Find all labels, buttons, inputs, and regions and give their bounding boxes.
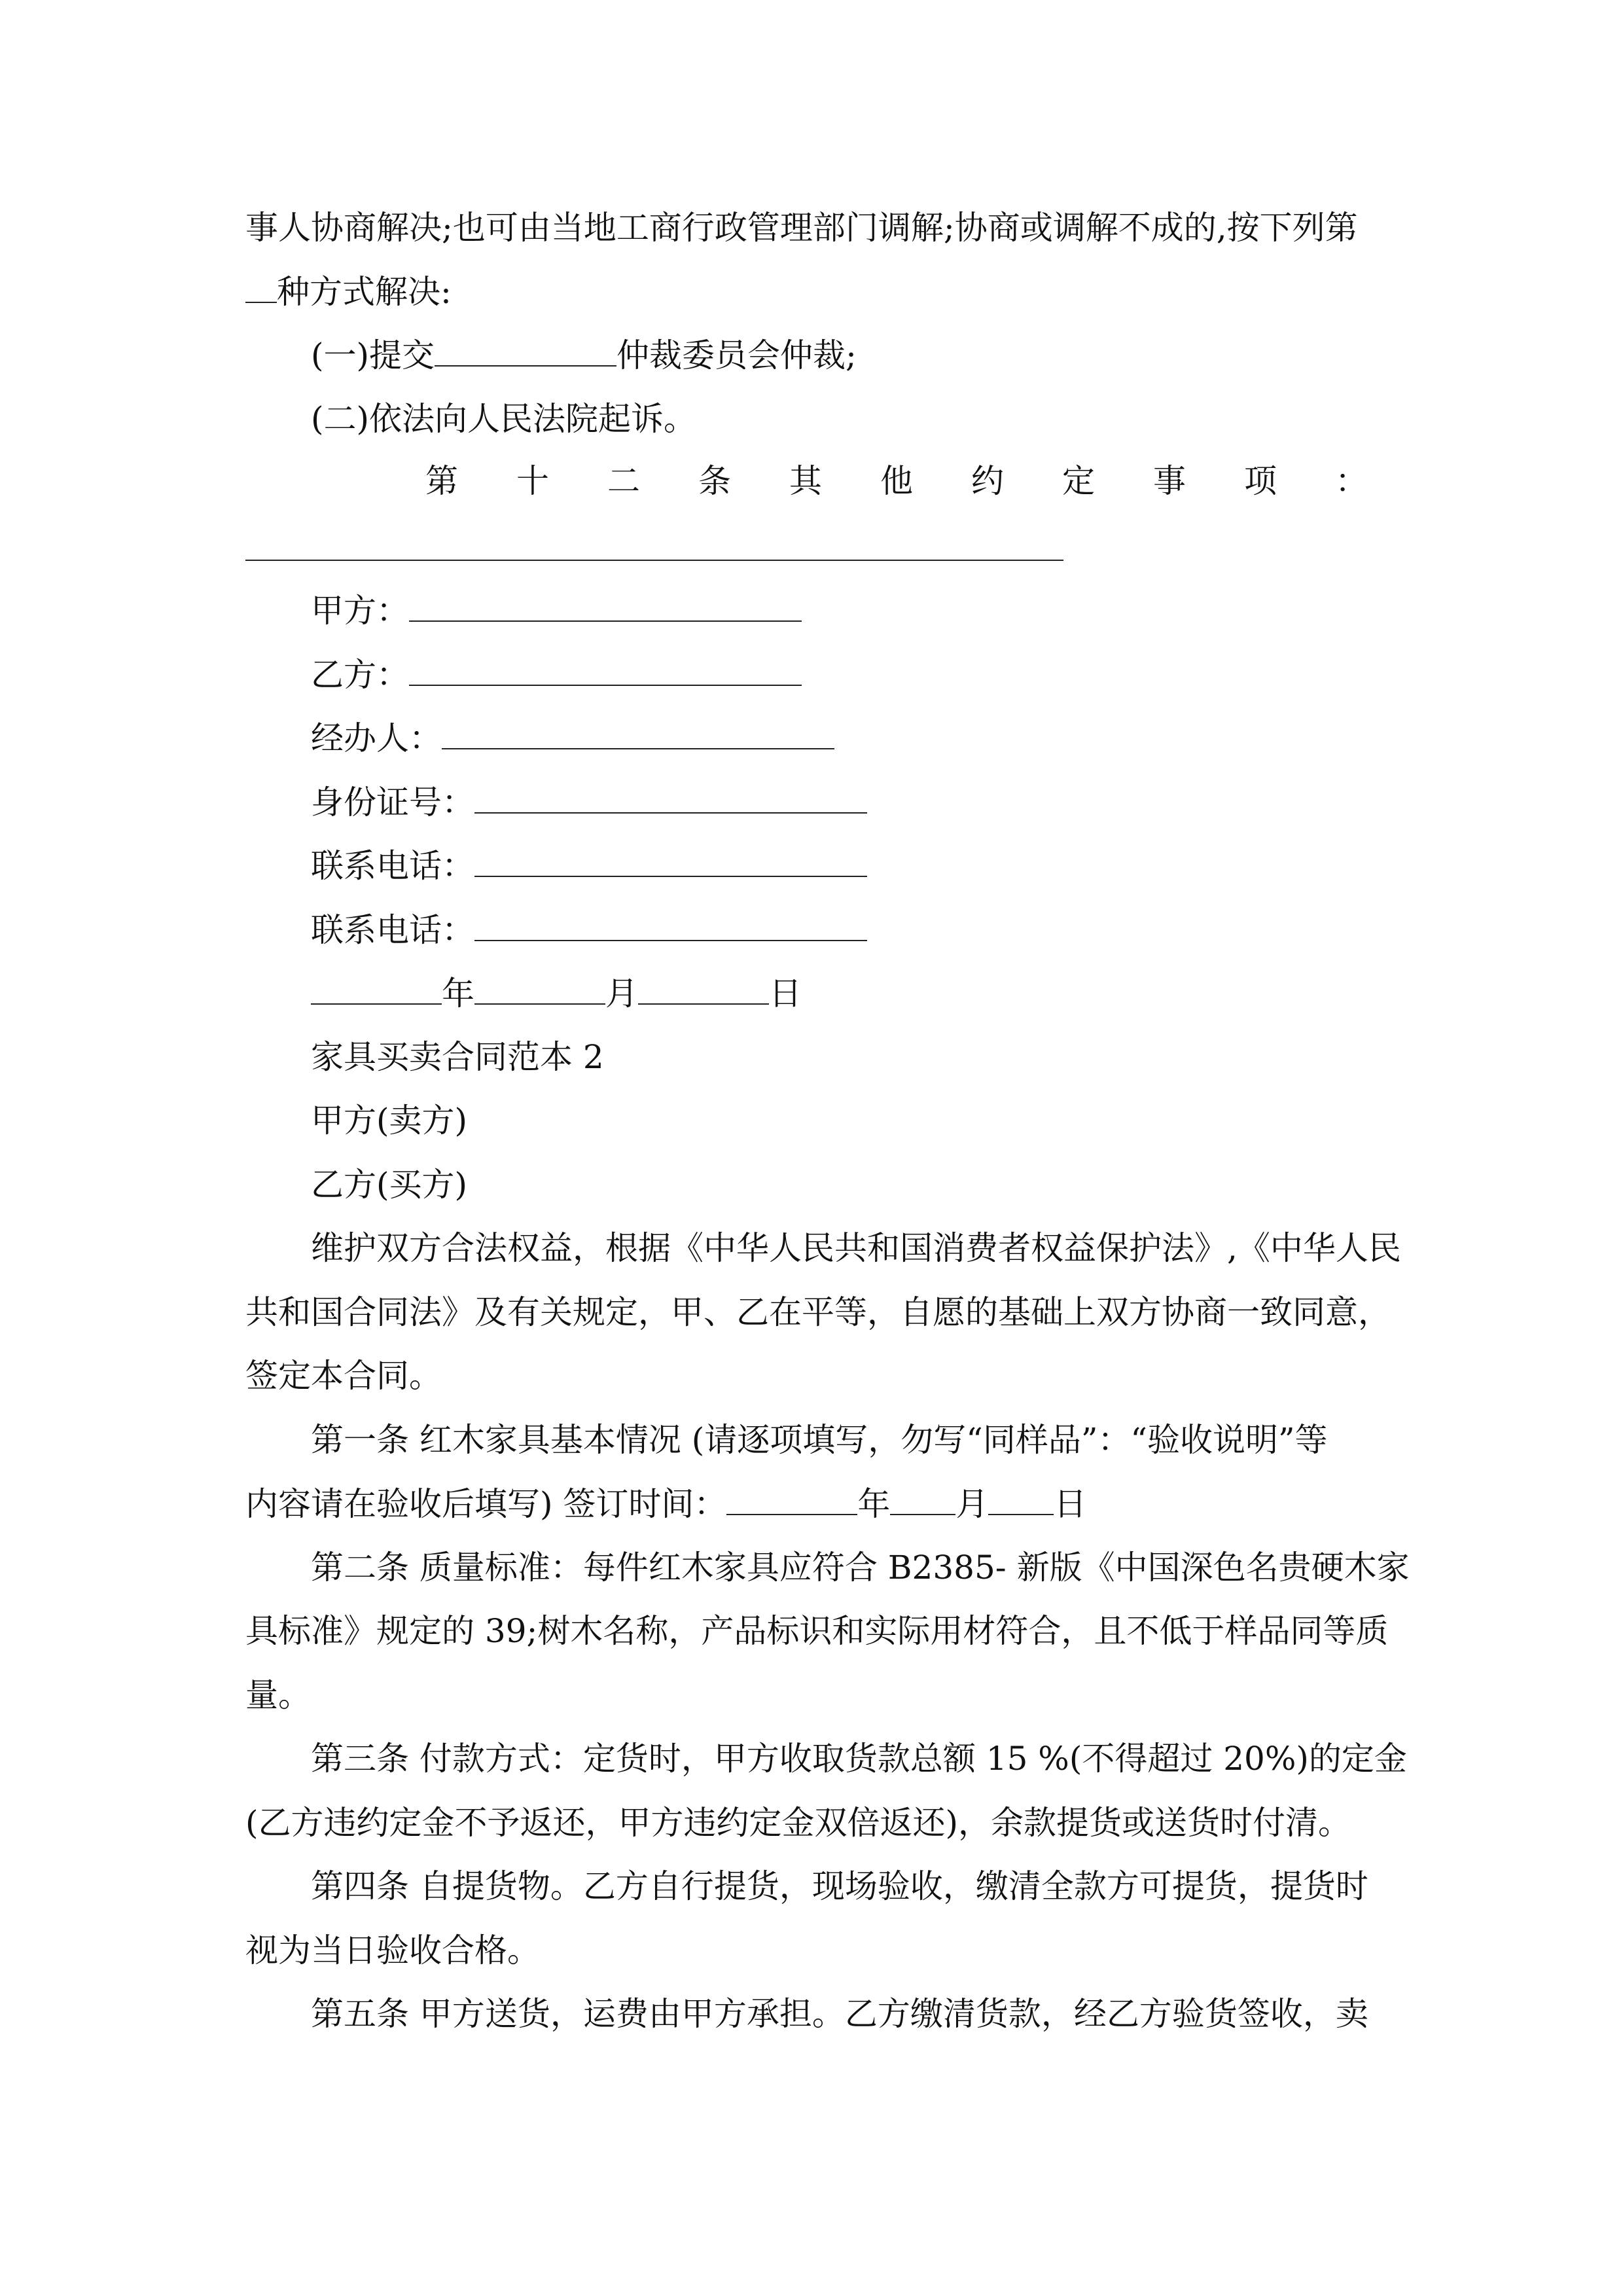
fill-rule	[245, 560, 1063, 561]
text-line: 第三条 付款方式：定货时，甲方收取货款总额 15 %(不得超过 20%)的定金	[311, 1740, 1407, 1778]
field-label: 经办人：	[311, 719, 442, 757]
fill-blank	[988, 1484, 1054, 1515]
text-line: 签定本合同。	[245, 1357, 442, 1395]
text-line: 第一条 红木家具基本情况 (请逐项填写，勿写“同样品”：“验收说明”等	[311, 1421, 1328, 1459]
text-line	[245, 1484, 1086, 1523]
fill-blank	[638, 973, 769, 1005]
fill-blank	[474, 846, 867, 877]
fill-blank	[311, 973, 442, 1005]
signature-date	[311, 973, 802, 1013]
heading-char: 其	[789, 462, 822, 500]
heading-char: ：	[1335, 462, 1368, 500]
heading-char: 约	[971, 462, 1004, 500]
text-line: 第二条 质量标准：每件红木家具应符合 B2385- 新版《中国深色名贵硬木家	[311, 1549, 1410, 1587]
text-line: (二)依法向人民法院起诉。	[311, 400, 697, 438]
signature-phone-2	[311, 910, 867, 949]
heading-char: 事	[1153, 462, 1186, 500]
article-12-heading	[425, 461, 1368, 501]
heading-char: 项	[1244, 462, 1277, 500]
text-line: 具标准》规定的 39;树木名称，产品标识和实际用材符合，且不低于样品同等质	[245, 1612, 1389, 1650]
signature-id-number	[311, 782, 867, 821]
heading-char: 定	[1062, 462, 1095, 500]
text-span: 仲裁委员会仲裁;	[616, 336, 857, 374]
contract-title: 家具买卖合同范本 2	[311, 1038, 604, 1076]
heading-char: 二	[607, 462, 640, 500]
fill-blank	[435, 335, 616, 367]
signature-handler	[311, 718, 834, 757]
text-line: 第四条 自提货物。乙方自行提货，现场验收，缴清全款方可提货，提货时	[311, 1867, 1368, 1905]
text-span: 内容请在验收后填写) 签订时间：	[245, 1485, 727, 1523]
fill-blank	[726, 1484, 857, 1515]
field-label: 甲方：	[311, 592, 409, 630]
text-line: 维护双方合法权益，根据《中华人民共和国消费者权益保护法》,《中华人民	[311, 1229, 1401, 1267]
fill-blank	[245, 272, 277, 303]
signature-party-b	[311, 655, 802, 694]
date-unit: 日	[1054, 1485, 1087, 1523]
fill-blank	[890, 1484, 955, 1515]
buyer-label: 乙方(买方)	[311, 1166, 468, 1204]
seller-label: 甲方(卖方)	[311, 1102, 468, 1139]
field-label: 联系电话：	[311, 847, 474, 885]
fill-blank	[442, 718, 834, 749]
date-unit: 月	[605, 975, 638, 1013]
text-span: (一)提交	[311, 336, 435, 374]
heading-char: 十	[516, 462, 549, 500]
text-span: 种方式解决:	[277, 273, 452, 311]
fill-blank	[474, 782, 867, 814]
date-unit: 日	[769, 975, 802, 1013]
heading-char: 第	[425, 462, 458, 500]
text-line: 共和国合同法》及有关规定，甲、乙在平等，自愿的基础上双方协商一致同意，	[245, 1293, 1391, 1331]
text-line: 第五条 甲方送货，运费由甲方承担。乙方缴清货款，经乙方验货签收，卖	[311, 1995, 1368, 2033]
fill-blank	[474, 910, 867, 941]
signature-party-a	[311, 590, 802, 630]
text-line: (乙方违约定金不予返还，甲方违约定金双倍返还)，余款提货或送货时付清。	[245, 1804, 1351, 1842]
date-unit: 年	[857, 1485, 891, 1523]
heading-char: 条	[698, 462, 731, 500]
fill-blank	[409, 655, 802, 686]
field-label: 联系电话：	[311, 911, 474, 949]
text-line: 视为当日验收合格。	[245, 1931, 540, 1969]
date-unit: 月	[955, 1485, 989, 1523]
text-line	[311, 335, 857, 374]
field-label: 身份证号：	[311, 783, 474, 821]
field-label: 乙方：	[311, 656, 409, 694]
text-line	[245, 272, 452, 311]
date-unit: 年	[442, 975, 474, 1013]
text-line: 量。	[245, 1676, 311, 1714]
signature-phone-1	[311, 846, 867, 885]
heading-char: 他	[880, 462, 913, 500]
fill-blank	[409, 590, 802, 622]
fill-blank	[474, 973, 605, 1005]
text-line: 事人协商解决;也可由当地工商行政管理部门调解;协商或调解不成的,按下列第	[245, 209, 1358, 247]
